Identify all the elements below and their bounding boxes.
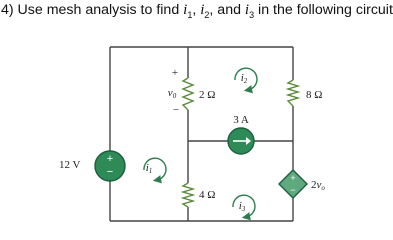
- dep-minus: −: [290, 185, 296, 195]
- resistor-2-ohm-label: 2 Ω: [199, 89, 216, 101]
- sub-3: 3: [249, 9, 255, 20]
- source-voltage-label: 12 V: [59, 159, 81, 171]
- question-prefix: 4) Use mesh analysis to find: [1, 2, 184, 18]
- sub-2: 2: [204, 9, 210, 20]
- resistor-4-ohm-label: 4 Ω: [199, 189, 216, 201]
- resistor-4-ohm-icon: [183, 183, 193, 207]
- sub-1: 1: [187, 9, 193, 20]
- vo-plus: +: [171, 67, 179, 79]
- question-suffix: in the following circuit: [254, 2, 393, 18]
- resistor-8-ohm-icon: [288, 80, 298, 106]
- dependent-source-label: 2vo: [311, 179, 325, 192]
- source-minus: −: [106, 166, 114, 178]
- var-i2: i: [200, 2, 205, 18]
- mesh-label-2: i2: [240, 72, 248, 85]
- source-plus: +: [106, 153, 114, 165]
- current-source-icon: [228, 128, 254, 154]
- var-i3: i: [244, 2, 250, 18]
- voltage-source-icon: [95, 151, 125, 181]
- current-source-label: 3 A: [233, 114, 249, 126]
- var-i1: i: [183, 2, 188, 18]
- vo-minus: −: [172, 104, 180, 116]
- dep-plus: +: [290, 173, 296, 183]
- dependent-source-icon: [279, 170, 307, 198]
- resistor-8-ohm-label: 8 Ω: [306, 89, 323, 101]
- question-sep1: ,: [192, 2, 201, 18]
- vo-label: v0: [167, 87, 177, 100]
- mesh-label-3: i3: [238, 200, 246, 213]
- question-sep2: , and: [209, 2, 245, 18]
- mesh-label-1: i1: [145, 162, 153, 175]
- resistor-2-ohm-icon: [183, 78, 193, 110]
